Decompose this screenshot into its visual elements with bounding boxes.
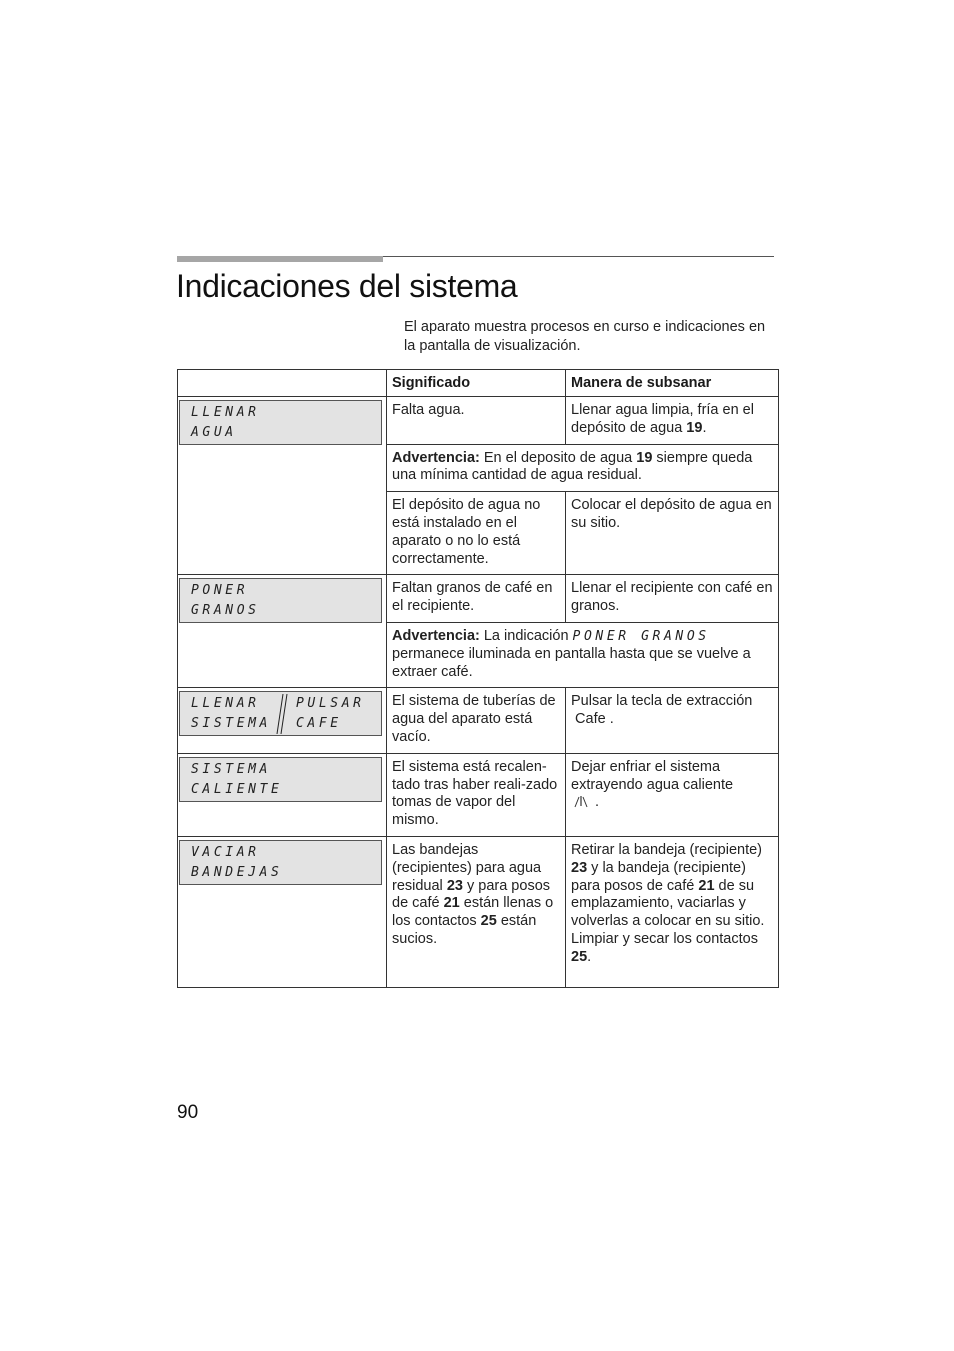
lcd-line-2-alt: CAFE [296,716,342,732]
remedy-cell: Llenar el recipiente con café en granos. [566,575,779,623]
display-cell [178,688,387,753]
page-title: Indicaciones del sistema [176,268,518,304]
header-display-cell [178,370,387,397]
header-meaning: Significado [387,370,566,397]
cafe-key-label: Cafe [575,711,606,728]
meaning-cell: El sistema de tuberías de agua del aparato está vacío. [387,688,566,753]
meaning-cell: El depósito de agua no está instalado en el aparato o no lo está correctamente. [387,492,566,575]
meaning-cell: El sistema está recalen-tado tras haber reali-zado tomas de vapor del mismo. [387,753,566,836]
meaning-cell: Faltan granos de café en el recipiente. [387,575,566,623]
section-rule-accent [177,256,383,262]
display-cell [178,397,387,575]
system-messages-table [177,369,779,988]
lcd-display-llenar-agua [179,400,382,445]
lcd-display-sistema-caliente [179,757,382,802]
warning-cell: Advertencia: La indicación PONER GRANOS permanece iluminada en pantalla hasta que se vuelve a extraer café. [387,622,779,687]
warning-cell: Advertencia: En el deposito de agua 19 siempre queda una mínima cantidad de agua residual. [387,444,779,492]
lcd-display-vaciar-bandejas [179,840,382,885]
remedy-cell: Dejar enfriar el sistema extrayendo agua caliente . [566,753,779,836]
warning-label: Advertencia: [392,627,480,644]
page-number: 90 [177,1102,199,1123]
meaning-cell: Las bandejas (recipientes) para agua residual 23 y para posos de café 21 están llenas o los contactos 25 están sucios. [387,836,566,987]
meaning-cell: Falta agua. [387,397,566,445]
display-cell [178,836,387,987]
lcd-line-1-alt: PULSAR [296,696,365,712]
inline-display-text: PONER GRANOS [572,628,710,644]
intro-text: El aparato muestra procesos en curso e indicaciones en la pantalla de visualización. [404,319,766,354]
lcd-display-poner-granos [179,578,382,623]
lcd-line-2: BANDEJAS [191,864,283,880]
lcd-line-2: CALIENTE [191,781,283,797]
lcd-line-2: SISTEMA [191,716,271,732]
hot-water-icon [571,794,591,808]
remedy-cell: Retirar la bandeja (recipiente) 23 y la bandeja (recipiente) para posos de café 21 de su emplazamiento, vaciarlas y volverlas a colocar en su sitio. Limpiar y secar los contactos 25. [566,836,779,987]
table-row [178,688,779,753]
table-header-row [178,370,779,397]
display-cell [178,575,387,688]
table-row [178,397,779,445]
lcd-line-2: AGUA [191,425,237,440]
warning-label: Advertencia: [392,449,480,466]
section-rule [383,256,774,257]
lcd-line-1: LLENAR [191,696,260,712]
table-row [178,753,779,836]
header-remedy: Manera de subsanar [566,370,779,397]
lcd-line-1: PONER [191,583,249,599]
alternating-display-separator [276,694,288,734]
lcd-line-1: VACIAR [191,844,260,860]
remedy-cell: Llenar agua limpia, fría en el depósito de agua 19. [566,397,779,445]
remedy-cell: Colocar el depósito de agua en su sitio. [566,492,779,575]
lcd-line-1: SISTEMA [191,761,271,777]
table-row [178,836,779,987]
lcd-display-llenar-sistema [179,691,382,736]
lcd-line-2: GRANOS [191,603,260,619]
display-cell [178,753,387,836]
remedy-cell: Pulsar la tecla de extracción Cafe . [566,688,779,753]
table-row [178,575,779,623]
lcd-line-1: LLENAR [191,405,260,420]
